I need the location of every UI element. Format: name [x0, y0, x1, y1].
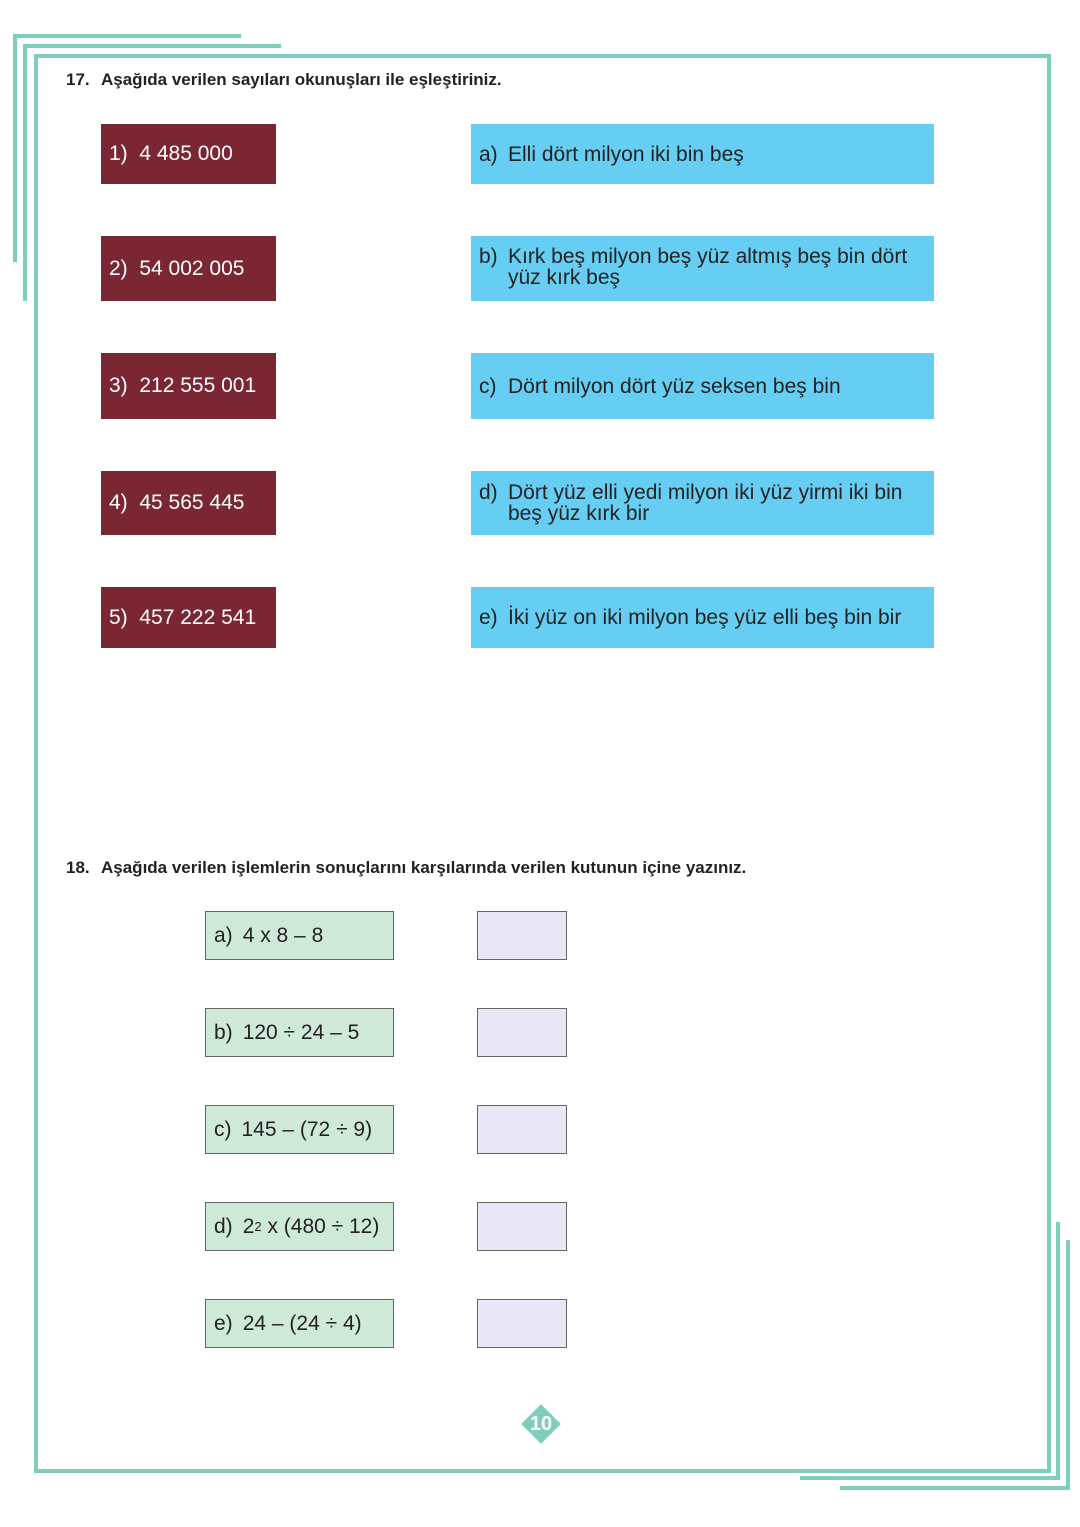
- expression-base: 2: [242, 1214, 255, 1238]
- word-box: [471, 236, 934, 301]
- number-box: [101, 353, 276, 419]
- number-box: [101, 587, 276, 648]
- label: c): [479, 374, 497, 398]
- value: 4 485 000: [139, 142, 233, 165]
- label: 5): [109, 605, 128, 629]
- border-line: [23, 44, 281, 48]
- question-18: [66, 858, 746, 878]
- number-box: [101, 471, 276, 535]
- label: 3): [109, 374, 128, 397]
- expression-box: [205, 911, 394, 960]
- number-box: [101, 124, 276, 184]
- number-box: [101, 236, 276, 301]
- page-number-badge: [522, 1405, 560, 1443]
- value: İki yüz on iki milyon beş yüz elli beş bin bir: [508, 606, 902, 629]
- expression-box: [205, 1105, 394, 1154]
- question-text: Aşağıda verilen işlemlerin sonuçlarını karşılarında verilen kutunun içine yazınız.: [101, 858, 747, 877]
- word-box: [471, 124, 934, 184]
- label: 4): [109, 491, 128, 514]
- exponent: 2: [254, 1219, 262, 1234]
- question-number: 17.: [66, 70, 90, 89]
- question-number: 18.: [66, 858, 90, 877]
- answer-box-e[interactable]: [477, 1299, 567, 1348]
- border-line: [13, 34, 17, 262]
- label: a): [479, 142, 498, 166]
- expression-rest: x (480 ÷ 12): [261, 1214, 380, 1238]
- label: 1): [109, 142, 128, 165]
- value: 457 222 541: [139, 605, 257, 629]
- answer-box-c[interactable]: [477, 1105, 567, 1154]
- value: 212 555 001: [139, 374, 257, 397]
- word-box: [471, 353, 934, 419]
- expression: 24 – (24 ÷ 4): [242, 1311, 362, 1335]
- label: e): [479, 606, 498, 629]
- border-line: [800, 1476, 1060, 1480]
- value: Elli dört milyon iki bin beş: [508, 142, 744, 166]
- border-line: [840, 1486, 1070, 1490]
- border-line: [1066, 1240, 1070, 1490]
- expression: 145 – (72 ÷ 9): [241, 1117, 373, 1141]
- label: d): [214, 1214, 233, 1238]
- answer-box-a[interactable]: [477, 911, 567, 960]
- label: e): [214, 1311, 233, 1335]
- border-line: [13, 34, 241, 38]
- expression-box: [205, 1008, 394, 1057]
- value: Kırk beş milyon beş yüz altmış beş bin dört yüz kırk beş: [508, 245, 908, 289]
- word-box: [471, 587, 934, 648]
- answer-box-d[interactable]: [477, 1202, 567, 1251]
- page-number: 10: [529, 1413, 553, 1435]
- expression: 120 ÷ 24 – 5: [242, 1020, 360, 1044]
- border-line: [23, 44, 27, 301]
- question-text: Aşağıda verilen sayıları okunuşları ile eşleştiriniz.: [101, 70, 502, 89]
- word-box: [471, 471, 934, 535]
- expression-box: [205, 1299, 394, 1348]
- question-17: [66, 70, 502, 90]
- label: d): [479, 481, 498, 504]
- label: b): [479, 245, 498, 268]
- answer-box-b[interactable]: [477, 1008, 567, 1057]
- expression-box: [205, 1202, 394, 1251]
- border-line: [1056, 1222, 1060, 1480]
- value: 54 002 005: [139, 256, 245, 280]
- value: Dört yüz elli yedi milyon iki yüz yirmi iki bin beş yüz kırk bir: [508, 481, 903, 525]
- value: Dört milyon dört yüz seksen beş bin: [508, 374, 841, 398]
- expression: 4 x 8 – 8: [242, 923, 324, 947]
- label: c): [214, 1117, 232, 1141]
- label: b): [214, 1020, 233, 1044]
- value: 45 565 445: [139, 491, 245, 514]
- label: a): [214, 923, 233, 947]
- label: 2): [109, 256, 128, 280]
